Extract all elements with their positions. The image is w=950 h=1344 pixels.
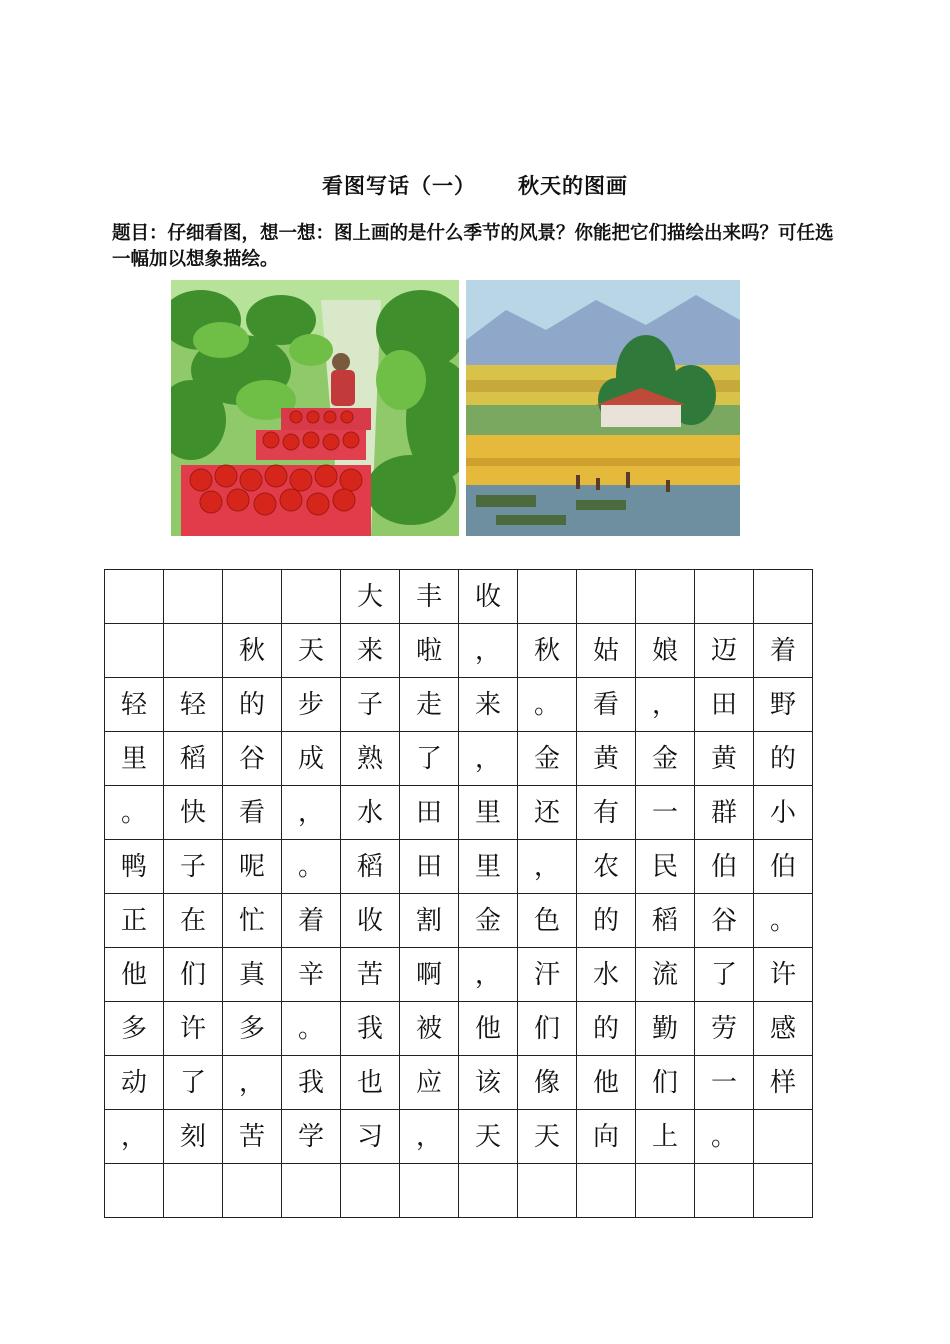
grid-cell: 。 — [282, 840, 341, 894]
grid-cell — [164, 1164, 223, 1218]
grid-cell: 还 — [518, 786, 577, 840]
grid-cell: 啦 — [400, 624, 459, 678]
grid-cell: 娘 — [636, 624, 695, 678]
grid-cell: 。 — [695, 1110, 754, 1164]
grid-cell: 子 — [341, 678, 400, 732]
grid-cell: 辛 — [282, 948, 341, 1002]
grid-cell: 正 — [105, 894, 164, 948]
grid-cell: 子 — [164, 840, 223, 894]
grid-cell: 多 — [105, 1002, 164, 1056]
grid-cell — [518, 570, 577, 624]
grid-cell: 的 — [577, 894, 636, 948]
grid-cell: 的 — [223, 678, 282, 732]
grid-cell: 了 — [400, 732, 459, 786]
grid-cell: 秋 — [518, 624, 577, 678]
grid-cell: 汗 — [518, 948, 577, 1002]
grid-cell — [754, 1164, 813, 1218]
grid-cell: 们 — [164, 948, 223, 1002]
page-title — [0, 170, 950, 200]
writing-grid — [104, 569, 813, 1218]
grid-cell — [282, 570, 341, 624]
grid-cell: 天 — [518, 1110, 577, 1164]
grid-cell — [577, 1164, 636, 1218]
grid-cell: 啊 — [400, 948, 459, 1002]
grid-cell: ， — [636, 678, 695, 732]
grid-cell: 大 — [341, 570, 400, 624]
grid-cell: 天 — [282, 624, 341, 678]
grid-cell: ， — [459, 732, 518, 786]
grid-cell: 迈 — [695, 624, 754, 678]
grid-cell: 步 — [282, 678, 341, 732]
grid-cell: 勤 — [636, 1002, 695, 1056]
writing-prompt: 题目：仔细看图，想一想：图上画的是什么季节的风景？你能把它们描绘出来吗？可任选一幅加以想象描绘。 — [112, 223, 834, 270]
grid-cell: 金 — [518, 732, 577, 786]
grid-cell: 了 — [695, 948, 754, 1002]
grid-cell: 色 — [518, 894, 577, 948]
grid-cell — [459, 1164, 518, 1218]
grid-cell: 流 — [636, 948, 695, 1002]
grid-cell — [754, 570, 813, 624]
grid-cell: 黄 — [695, 732, 754, 786]
grid-cell: 。 — [105, 786, 164, 840]
grid-cell: 劳 — [695, 1002, 754, 1056]
grid-cell: 黄 — [577, 732, 636, 786]
grid-row — [105, 624, 813, 678]
grid-cell: 向 — [577, 1110, 636, 1164]
grid-cell: 稻 — [636, 894, 695, 948]
grid-cell: ， — [105, 1110, 164, 1164]
grid-cell: 感 — [754, 1002, 813, 1056]
grid-cell: 谷 — [695, 894, 754, 948]
grid-cell — [164, 570, 223, 624]
grid-cell — [223, 1164, 282, 1218]
grid-cell: 苦 — [341, 948, 400, 1002]
grid-cell: 了 — [164, 1056, 223, 1110]
grid-cell — [754, 1110, 813, 1164]
grid-cell: 们 — [518, 1002, 577, 1056]
grid-cell: 样 — [754, 1056, 813, 1110]
grid-row — [105, 894, 813, 948]
grid-cell: 水 — [341, 786, 400, 840]
grid-cell: 丰 — [400, 570, 459, 624]
grid-cell: 里 — [459, 786, 518, 840]
grid-cell: 呢 — [223, 840, 282, 894]
grid-cell: 秋 — [223, 624, 282, 678]
grid-cell: 他 — [105, 948, 164, 1002]
grid-cell: 的 — [754, 732, 813, 786]
grid-cell: 里 — [105, 732, 164, 786]
grid-cell — [105, 1164, 164, 1218]
grid-cell: 刻 — [164, 1110, 223, 1164]
grid-cell — [164, 624, 223, 678]
grid-cell — [695, 1164, 754, 1218]
grid-row — [105, 1056, 813, 1110]
grid-cell: 收 — [341, 894, 400, 948]
grid-cell: 金 — [636, 732, 695, 786]
grid-cell: 谷 — [223, 732, 282, 786]
grid-cell — [636, 1164, 695, 1218]
grid-cell: 轻 — [105, 678, 164, 732]
grid-cell: 轻 — [164, 678, 223, 732]
grid-cell: 天 — [459, 1110, 518, 1164]
grid-row — [105, 570, 813, 624]
grid-cell: 我 — [282, 1056, 341, 1110]
grid-cell: 应 — [400, 1056, 459, 1110]
grid-cell: 伯 — [754, 840, 813, 894]
grid-cell: ， — [282, 786, 341, 840]
grid-cell: 熟 — [341, 732, 400, 786]
grid-cell: 被 — [400, 1002, 459, 1056]
grid-cell: 上 — [636, 1110, 695, 1164]
grid-cell: 着 — [282, 894, 341, 948]
grid-cell — [341, 1164, 400, 1218]
grid-row — [105, 1110, 813, 1164]
grid-cell: 多 — [223, 1002, 282, 1056]
grid-cell: 在 — [164, 894, 223, 948]
grid-row — [105, 786, 813, 840]
grid-cell: ， — [459, 624, 518, 678]
grid-cell: ， — [400, 1110, 459, 1164]
grid-cell: 许 — [164, 1002, 223, 1056]
grid-cell: 稻 — [164, 732, 223, 786]
grid-row — [105, 678, 813, 732]
grid-cell: 田 — [695, 678, 754, 732]
grid-cell: 我 — [341, 1002, 400, 1056]
grid-cell: 忙 — [223, 894, 282, 948]
grid-row — [105, 948, 813, 1002]
title-main: 看图写话（一） — [322, 173, 476, 198]
grid-cell: 稻 — [341, 840, 400, 894]
grid-cell: 小 — [754, 786, 813, 840]
grid-cell: 该 — [459, 1056, 518, 1110]
grid-cell — [577, 570, 636, 624]
grid-cell: 着 — [754, 624, 813, 678]
grid-cell: 金 — [459, 894, 518, 948]
grid-cell: 野 — [754, 678, 813, 732]
grid-cell: 田 — [400, 786, 459, 840]
grid-cell: 真 — [223, 948, 282, 1002]
grid-cell: 。 — [518, 678, 577, 732]
grid-cell: 看 — [223, 786, 282, 840]
grid-cell: 姑 — [577, 624, 636, 678]
grid-cell: 像 — [518, 1056, 577, 1110]
grid-row — [105, 1164, 813, 1218]
grid-cell: 来 — [459, 678, 518, 732]
tomato-harvest-photo — [171, 280, 459, 536]
grid-cell: 田 — [400, 840, 459, 894]
grid-cell: 快 — [164, 786, 223, 840]
grid-cell: 一 — [636, 786, 695, 840]
grid-cell: 也 — [341, 1056, 400, 1110]
autumn-farmland-painting — [466, 280, 740, 536]
grid-cell — [223, 570, 282, 624]
grid-cell: 群 — [695, 786, 754, 840]
grid-cell — [282, 1164, 341, 1218]
grid-cell: 许 — [754, 948, 813, 1002]
grid-cell: 的 — [577, 1002, 636, 1056]
grid-cell: 他 — [577, 1056, 636, 1110]
grid-cell — [105, 624, 164, 678]
grid-cell: ， — [223, 1056, 282, 1110]
grid-cell — [400, 1164, 459, 1218]
grid-cell: ， — [459, 948, 518, 1002]
grid-cell: 里 — [459, 840, 518, 894]
grid-cell: 伯 — [695, 840, 754, 894]
grid-cell: 。 — [754, 894, 813, 948]
grid-cell: 习 — [341, 1110, 400, 1164]
grid-cell: 有 — [577, 786, 636, 840]
grid-cell: 学 — [282, 1110, 341, 1164]
title-sub: 秋天的图画 — [518, 173, 628, 198]
grid-cell: 动 — [105, 1056, 164, 1110]
grid-cell: 。 — [282, 1002, 341, 1056]
grid-cell — [105, 570, 164, 624]
grid-cell: 水 — [577, 948, 636, 1002]
grid-cell: 他 — [459, 1002, 518, 1056]
grid-row — [105, 1002, 813, 1056]
grid-cell: 收 — [459, 570, 518, 624]
grid-cell: 农 — [577, 840, 636, 894]
grid-cell: 成 — [282, 732, 341, 786]
grid-cell — [636, 570, 695, 624]
grid-cell: 鸭 — [105, 840, 164, 894]
grid-cell: 割 — [400, 894, 459, 948]
grid-cell: ， — [518, 840, 577, 894]
grid-cell: 走 — [400, 678, 459, 732]
grid-cell: 来 — [341, 624, 400, 678]
grid-row — [105, 732, 813, 786]
grid-cell: 看 — [577, 678, 636, 732]
grid-cell: 民 — [636, 840, 695, 894]
grid-row — [105, 840, 813, 894]
grid-cell: 一 — [695, 1056, 754, 1110]
grid-cell: 苦 — [223, 1110, 282, 1164]
grid-cell — [695, 570, 754, 624]
grid-cell: 们 — [636, 1056, 695, 1110]
grid-cell — [518, 1164, 577, 1218]
